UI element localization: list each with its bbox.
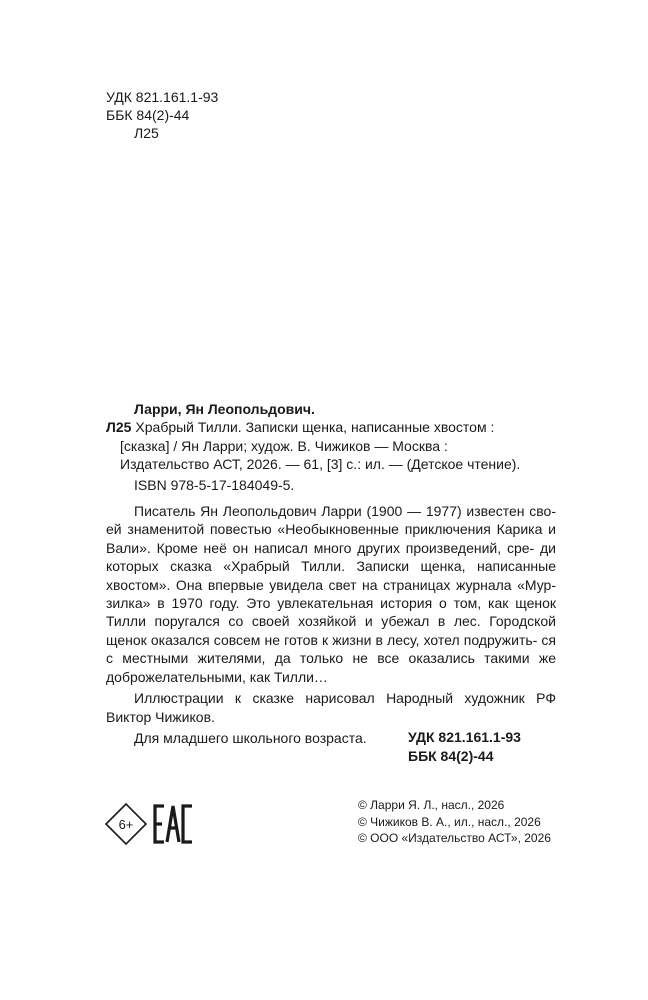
eac-conformity-icon — [152, 800, 194, 848]
copyright-illustrator: © Чижиков В. А., ил., насл., 2026 — [358, 814, 541, 829]
age-rating-icon — [104, 802, 148, 846]
title-line-1: Храбрый Тилли. Записки щенка, написанные хвостом : — [135, 419, 495, 436]
bbk-code: ББК 84(2)-44 — [106, 107, 190, 123]
title-line-2: [сказка] / Ян Ларри; худож. В. Чижиков — Москва : — [120, 437, 448, 454]
author-mark-code: Л25 — [106, 419, 132, 436]
age-note: Для младшего школьного возраста. — [134, 729, 367, 746]
udk-code-bottom: УДК 821.161.1-93 — [408, 729, 521, 745]
age-rating-label: 6+ — [118, 817, 134, 832]
author-mark: Л25 — [134, 125, 159, 141]
title-line-3: Издательство АСТ, 2026. — 61, [3] с.: ил. — (Детское чтение). — [120, 456, 521, 473]
illustrations-note: Иллюстрации к сказке нарисовал Народный художник РФ Виктор Чижиков. — [106, 690, 556, 725]
top-classification-codes — [106, 88, 218, 142]
copyright-publisher: © ООО «Издательство АСТ», 2026 — [358, 831, 551, 845]
annotation: Писатель Ян Леопольдович Ларри (1900 — 1977) известен сво- ей знаменитой повестью «Необыкновенные приключения Карика и Вали». Кроме неё он написал много других произведений, сре- ди которых сказка «Храбрый Тилли. Записки щенка, написанные хвостом». Она впервые увидела свет на страницах журнала «Мур- зилка» в 1970 году. Это увлекательная история о том, как щенок Тилли поругался со своей хозяйкой и убежал в лес. Городской щенок оказался совсем не готов к жизни в лесу, хотел подружить- ся с местными жителями, да только не все оказались такими же доброжелательными, как Тилли… — [106, 503, 556, 685]
isbn: ISBN 978-5-17-184049-5. — [134, 476, 295, 493]
bibliographic-record — [106, 400, 556, 747]
bbk-code-bottom: ББК 84(2)-44 — [408, 748, 494, 764]
copyright-block — [358, 797, 551, 847]
author-heading: Ларри, Ян Леопольдович. — [134, 401, 315, 417]
udk-code: УДК 821.161.1-93 — [106, 89, 219, 105]
bottom-classification-codes — [408, 728, 521, 766]
copyright-author: © Ларри Я. Л., насл., 2026 — [358, 798, 505, 812]
title-entry — [106, 418, 556, 473]
